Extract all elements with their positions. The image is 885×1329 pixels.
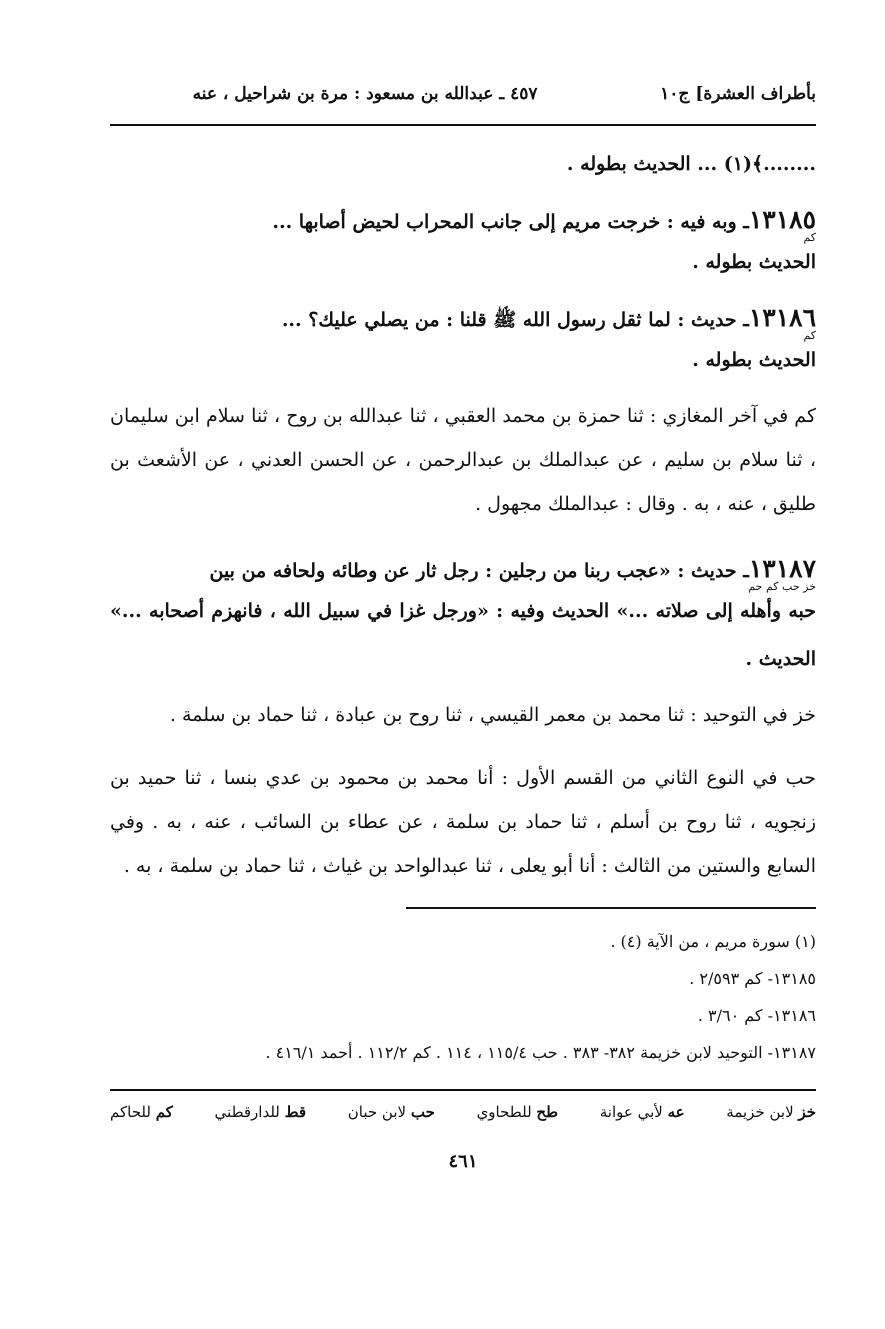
abbreviations-key: [110, 1103, 816, 1121]
hadith-number: ١٣١٨٦: [748, 303, 816, 332]
hadith-entry-13185: [110, 196, 816, 286]
hadith-text: ـ حديث : «عجب ربنا من رجلين : رجل ثار عن وطائه ولحافه من بين: [209, 560, 749, 582]
abbreviation: كم للحاكم: [110, 1103, 173, 1121]
isnad-paragraph: خز في التوحيد : ثنا محمد بن معمر القيسي ، ثنا روح بن عبادة ، ثنا حماد بن سلمة .: [169, 704, 816, 726]
isnad-paragraph: حب في النوع الثاني من القسم الأول : أنا محمد بن محمود بن عدي بنسا ، ثنا حميد بن زنجويه ، ثنا روح بن أسلم ، ثنا حماد بن سلمة ، عن عطاء بن السائب ، عنه ، به . وفي السابع والستين من الثالث : أنا أبو يعلى ، ثنا عبدالواحد بن غياث ، ثنا حماد بن سلمة ، به .: [110, 767, 816, 877]
footnote: ١٣١٨٦- كم ٣/٦٠ .: [697, 1006, 816, 1025]
hadith-text: ـ حديث : لما ثقل رسول الله ﷺ قلنا : من يصلي عليك؟ ...: [281, 309, 749, 331]
source-sigla: خز حب كم حم: [748, 580, 816, 593]
hadith-text: ـ وبه فيه : خرجت مريم إلى جانب المحراب لحيض أصابها ...: [272, 211, 749, 233]
abbreviation: قط للدارقطني: [214, 1103, 307, 1121]
source-sigla: كم: [803, 231, 816, 244]
header-rule: [110, 124, 816, 126]
footnotes: [110, 923, 816, 1071]
hadith-number: ١٣١٨٥: [748, 205, 816, 234]
abbreviations-rule: [110, 1089, 816, 1091]
footnote: (١) سورة مريم ، من الآية (٤) .: [610, 932, 816, 951]
hadith-text-continued: الحديث بطوله .: [692, 251, 816, 273]
hadith-entry-13186: [110, 294, 816, 526]
abbreviation: حب لابن حبان: [347, 1103, 435, 1121]
abbreviation: عه لأبي عوانة: [599, 1103, 685, 1121]
hadith-number: ١٣١٨٧: [748, 554, 816, 583]
intro-line: ........﴾(١) ... الحديث بطوله .: [566, 153, 816, 175]
book-page: [110, 84, 816, 1172]
footnote-rule: [406, 907, 816, 909]
running-header: [110, 84, 816, 120]
header-book-volume: بأطراف العشرة] ج١٠: [660, 84, 816, 104]
abbreviation: طح للطحاوي: [476, 1103, 559, 1121]
hadith-text-continued: حبه وأهله إلى صلاته ...» الحديث وفيه : «ورجل غزا في سبيل الله ، فانهزم أصحابه ...» الحديث .: [110, 600, 816, 670]
page-number: ٤٦١: [448, 1151, 478, 1172]
abbreviation: خز لابن خزيمة: [726, 1103, 816, 1121]
hadith-entry-13187: [110, 545, 816, 888]
footnote: ١٣١٨٧- التوحيد لابن خزيمة ٣٨٢- ٣٨٣ . حب ١١٥/٤ ، ١١٤ . كم ١١٢/٢ . أحمد ٤١٦/١ .: [265, 1043, 816, 1062]
hadith-text-continued: الحديث بطوله .: [692, 349, 816, 371]
isnad-paragraph: كم في آخر المغازي : ثنا حمزة بن محمد العقبي ، ثنا عبدالله بن روح ، ثنا سلام ابن سليمان ، ثنا سلام بن سليم ، عن عبدالملك بن عبدالرحمن ، عن الحسن العدني ، عن الأشعث بن طليق ، عنه ، به . وقال : عبدالملك مجهول .: [110, 405, 816, 515]
source-sigla: كم: [803, 329, 816, 342]
header-section-title: ٤٥٧ ـ عبدالله بن مسعود : مرة بن شراحيل ، عنه: [192, 84, 538, 104]
footnote: ١٣١٨٥- كم ٢/٥٩٣ .: [689, 969, 816, 988]
